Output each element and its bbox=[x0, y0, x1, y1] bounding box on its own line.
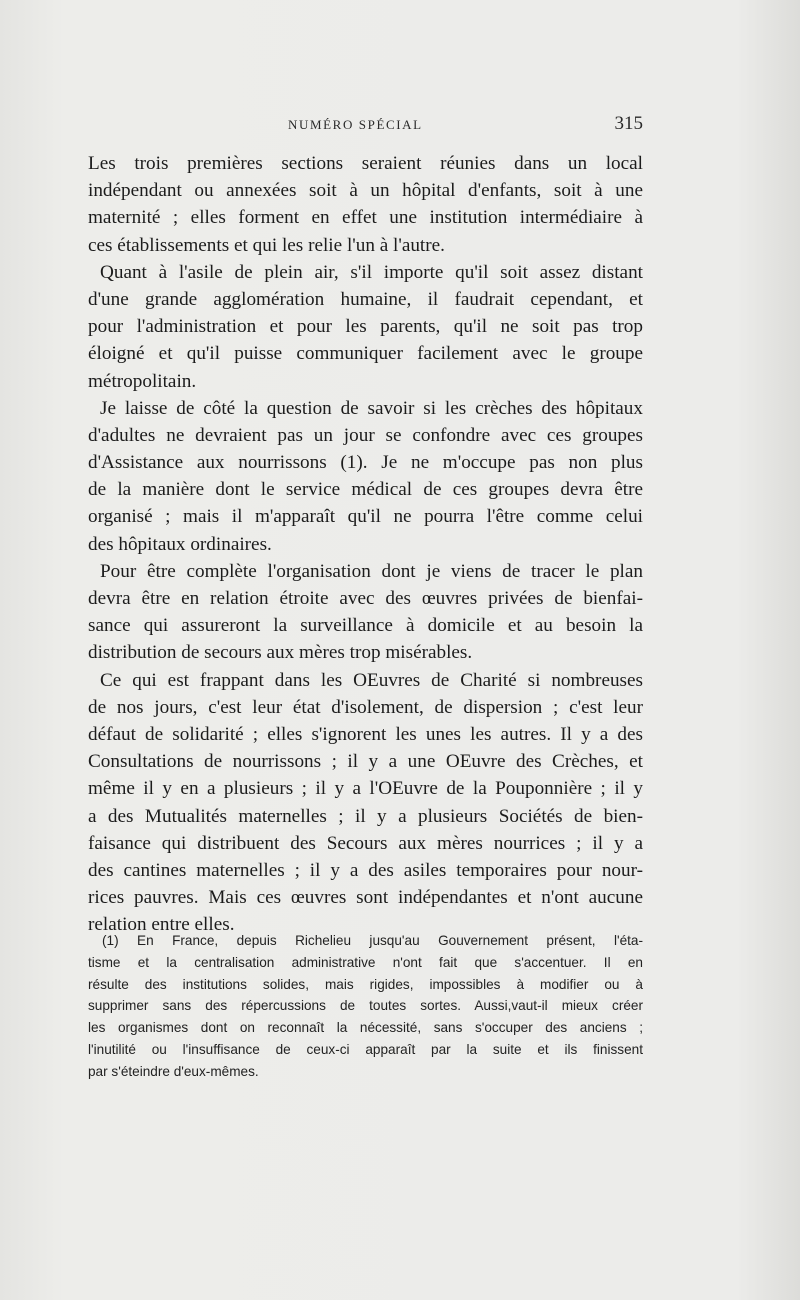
text-line: Je laisse de côté la question de savoir si les crèches des hôpitaux bbox=[100, 397, 643, 419]
text-line: Les trois premières sections seraient réunies dans un local bbox=[88, 153, 643, 174]
text-line: d'une grande agglomération humaine, il faudrait cependant, et bbox=[88, 288, 643, 310]
text-line: rices pauvres. Mais ces œuvres sont indépendantes et n'ont aucune bbox=[88, 887, 643, 909]
text-line: organisé ; mais il m'apparaît qu'il ne pourra l'être comme celui bbox=[88, 506, 643, 528]
text-line: défaut de solidarité ; elles s'ignorent les unes les autres. Il y a des bbox=[88, 723, 643, 745]
text-line: a des Mutualités maternelles ; il y a plusieurs Sociétés de bien- bbox=[88, 805, 643, 827]
footnote-line: résulte des institutions solides, mais rigides, impossibles à modifier ou à bbox=[88, 976, 643, 992]
text-line: de la manière dont le service médical de ces groupes devra être bbox=[88, 479, 643, 501]
text-line: sance qui assureront la surveillance à domicile et au besoin la bbox=[88, 615, 643, 637]
text-line: de nos jours, c'est leur état d'isolement, de dispersion ; c'est leur bbox=[88, 696, 643, 718]
text-line: Consultations de nourrissons ; il y a une OEuvre des Crèches, et bbox=[88, 751, 643, 773]
text-line: maternité ; elles forment en effet une institution intermédiaire à bbox=[88, 207, 643, 229]
text-line: d'Assistance aux nourrissons (1). Je ne m'occupe pas non plus bbox=[88, 452, 643, 474]
text-line: Quant à l'asile de plein air, s'il importe qu'il soit assez distant bbox=[100, 261, 643, 283]
footnote-line: (1) En France, depuis Richelieu jusqu'au Gouvernement présent, l'éta- bbox=[102, 933, 643, 948]
footnote-line: les organismes dont on reconnaît la nécessité, sans s'occuper des anciens ; bbox=[88, 1020, 643, 1036]
body-text bbox=[88, 150, 643, 938]
text-line: ces établissements et qui les relie l'un à l'autre. bbox=[88, 234, 445, 256]
text-line: faisance qui distribuent des Secours aux mères nourrices ; il y a bbox=[88, 832, 643, 854]
text-line: pour l'administration et pour les parents, qu'il ne soit pas trop bbox=[88, 316, 643, 338]
footnote bbox=[88, 930, 643, 1083]
footnote-line: supprimer sans des répercussions de toutes sortes. Aussi,vaut-il mieux créer bbox=[88, 998, 643, 1014]
running-head: NUMÉRO SPÉCIAL bbox=[288, 117, 423, 132]
text-line: devra être en relation étroite avec des œuvres privées de bienfai- bbox=[88, 588, 643, 609]
text-line: d'adultes ne devraient pas un jour se confondre avec ces groupes bbox=[88, 424, 643, 446]
page-number: 315 bbox=[614, 113, 643, 134]
text-line: métropolitain. bbox=[88, 370, 197, 392]
footnote-line: l'inutilité ou l'insuffisance de ceux-ci apparaît par la suite et ils finissent bbox=[88, 1041, 643, 1057]
text-line: des hôpitaux ordinaires. bbox=[88, 533, 272, 555]
text-line: éloigné et qu'il puisse communiquer facilement avec le groupe bbox=[88, 343, 643, 365]
text-line: des cantines maternelles ; il y a des asiles temporaires pour nour- bbox=[88, 859, 643, 881]
text-line: Ce qui est frappant dans les OEuvres de Charité si nombreuses bbox=[100, 669, 643, 691]
page-header bbox=[88, 113, 643, 137]
footnote-line: par s'éteindre d'eux-mêmes. bbox=[88, 1063, 259, 1079]
text-line: distribution de secours aux mères trop misérables. bbox=[88, 642, 473, 664]
text-line: même il y en a plusieurs ; il y a l'OEuvre de la Pouponnière ; il y bbox=[88, 778, 643, 800]
text-line: indépendant ou annexées soit à un hôpital d'enfants, soit à une bbox=[88, 180, 643, 202]
text-line: Pour être complète l'organisation dont je viens de tracer le plan bbox=[100, 560, 643, 582]
footnote-line: tisme et la centralisation administrative n'ont fait que s'accentuer. Il en bbox=[88, 954, 643, 970]
text-line: relation entre elles. bbox=[88, 914, 235, 936]
